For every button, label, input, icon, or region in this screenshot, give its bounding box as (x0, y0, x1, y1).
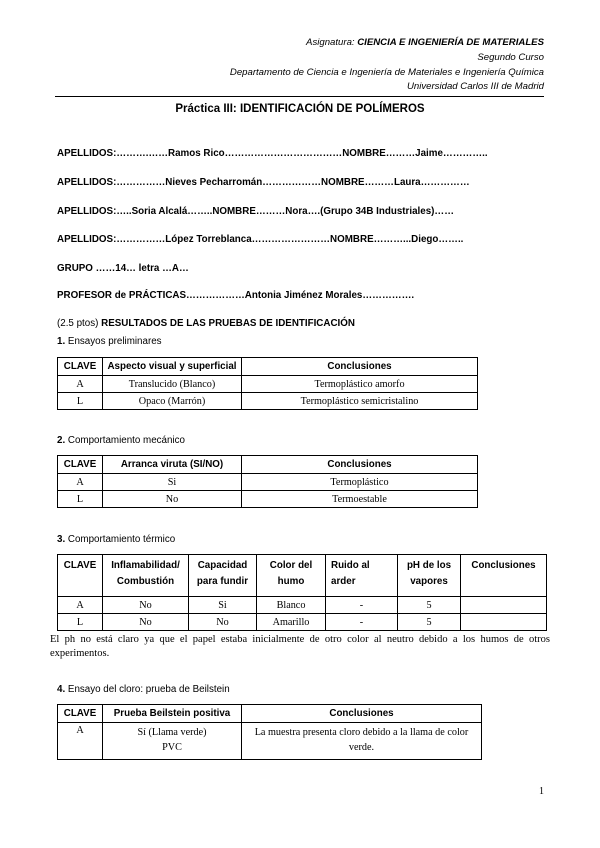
table-cell: Blanco (257, 597, 326, 614)
page-title: Práctica III: IDENTIFICACIÓN DE POLÍMEROS (175, 103, 425, 115)
table-row (58, 393, 478, 410)
table-beilstein-test (57, 704, 482, 760)
header-asignatura (306, 36, 544, 50)
asignatura-value: CIENCIA E INGENIERÍA DE MATERIALES (357, 37, 544, 48)
table-header-cell: Color del humo (257, 555, 326, 597)
table-cell (461, 614, 547, 631)
header-universidad: Universidad Carlos III de Madrid (406, 81, 544, 92)
table-cell: Si (189, 597, 257, 614)
section-1-title: Ensayos preliminares (67, 336, 162, 347)
table-cell: 5 (398, 614, 461, 631)
table-cell: L (58, 491, 103, 508)
table-preliminary-tests (57, 357, 478, 410)
table-header-cell: Capacidad para fundir (189, 555, 257, 597)
table-header-cell: CLAVE (58, 555, 103, 597)
table-cell: L (58, 393, 103, 410)
section-4-heading (57, 684, 230, 695)
table-cell: Termoestable (242, 491, 478, 508)
table-cell: No (103, 597, 189, 614)
table-header-cell: Ruido al arder (326, 555, 398, 597)
table-cell: Termoplástico semicristalino (242, 393, 478, 410)
table-cell: Translucido (Blanco) (103, 376, 242, 393)
table-header-cell: Prueba Beilstein positiva (103, 705, 242, 723)
table-row (58, 723, 482, 760)
section-1-heading (57, 336, 162, 347)
table-thermal-behaviour (57, 554, 547, 631)
section-4-title: Ensayo del cloro: prueba de Beilstein (67, 684, 230, 695)
table-cell: A (58, 723, 103, 760)
results-heading (57, 318, 355, 329)
table-header-cell: Arranca viruta (SI/NO) (103, 456, 242, 474)
table-cell: A (58, 376, 103, 393)
table-header-cell: Aspecto visual y superficial (103, 358, 242, 376)
table-row (58, 376, 478, 393)
table-cell: A (58, 474, 103, 491)
table-header-cell: CLAVE (58, 358, 103, 376)
table-header-cell: CLAVE (58, 456, 103, 474)
table-header-row (58, 358, 478, 376)
table-header-cell: Conclusiones (242, 705, 482, 723)
results-title: RESULTADOS DE LAS PRUEBAS DE IDENTIFICACIÓN (101, 318, 355, 329)
section-1-number: 1. (57, 336, 66, 347)
student-2-field: APELLIDOS:……………Nieves Pecharromán………………NOMBRE………Laura…………… (57, 177, 470, 188)
table-row (58, 614, 547, 631)
table-header-row (58, 555, 547, 597)
group-field: GRUPO ……14… letra …A… (57, 263, 189, 274)
results-points: (2.5 ptos) (57, 318, 99, 329)
table-cell: Amarillo (257, 614, 326, 631)
section-2-title: Comportamiento mecánico (67, 435, 185, 446)
table-header-cell: Conclusiones (242, 456, 478, 474)
table-header-cell: pH de los vapores (398, 555, 461, 597)
table-row (58, 491, 478, 508)
table-header-row (58, 705, 482, 723)
table-cell: A (58, 597, 103, 614)
asignatura-label: Asignatura: (306, 37, 355, 48)
student-4-field: APELLIDOS:……………López Torreblanca……………………NOMBRE………...Diego…….. (57, 234, 464, 245)
table-row (58, 474, 478, 491)
section-3-heading (57, 534, 175, 545)
header-divider (55, 96, 544, 97)
table-cell: No (189, 614, 257, 631)
table-cell: Sí (Llama verde) PVC (103, 723, 242, 760)
table-cell (461, 597, 547, 614)
student-1-field: APELLIDOS:……….……Ramos Rico………………………………NOMBRE………Jaime………….. (57, 148, 488, 159)
ph-note: El ph no está claro ya que el papel estaba inicialmente de otro color al neutro debido a los humos de otros experimentos. (50, 634, 550, 659)
section-4-number: 4. (57, 684, 66, 695)
table-cell: - (326, 614, 398, 631)
table-cell: Termoplástico amorfo (242, 376, 478, 393)
table-cell: L (58, 614, 103, 631)
section-2-heading (57, 435, 185, 446)
table-cell: No (103, 614, 189, 631)
table-cell: La muestra presenta cloro debido a la llama de color verde. (242, 723, 482, 760)
section-3-number: 3. (57, 534, 66, 545)
table-cell: Si (103, 474, 242, 491)
table-mechanical-behaviour (57, 455, 478, 508)
table-header-cell: Conclusiones (242, 358, 478, 376)
section-3-title: Comportamiento térmico (67, 534, 176, 545)
section-2-number: 2. (57, 435, 66, 446)
table-cell: 5 (398, 597, 461, 614)
table-cell: No (103, 491, 242, 508)
table-row (58, 597, 547, 614)
table-header-cell: Conclusiones (461, 555, 547, 597)
header-departamento: Departamento de Ciencia e Ingeniería de Materiales e Ingeniería Química (229, 67, 544, 78)
header-curso: Segundo Curso (477, 52, 544, 63)
table-header-cell: CLAVE (58, 705, 103, 723)
table-header-row (58, 456, 478, 474)
table-cell: Termoplástico (242, 474, 478, 491)
student-3-field: APELLIDOS:…..Soria Alcalá……..NOMBRE………Nora….(Grupo 34B Industriales)…… (57, 206, 455, 217)
table-cell: - (326, 597, 398, 614)
table-header-cell: Inflamabilidad/ Combustión (103, 555, 189, 597)
table-cell: Opaco (Marrón) (103, 393, 242, 410)
professor-field: PROFESOR de PRÁCTICAS………………Antonia Jiménez Morales……………. (57, 290, 415, 301)
page-number: 1 (539, 786, 544, 797)
